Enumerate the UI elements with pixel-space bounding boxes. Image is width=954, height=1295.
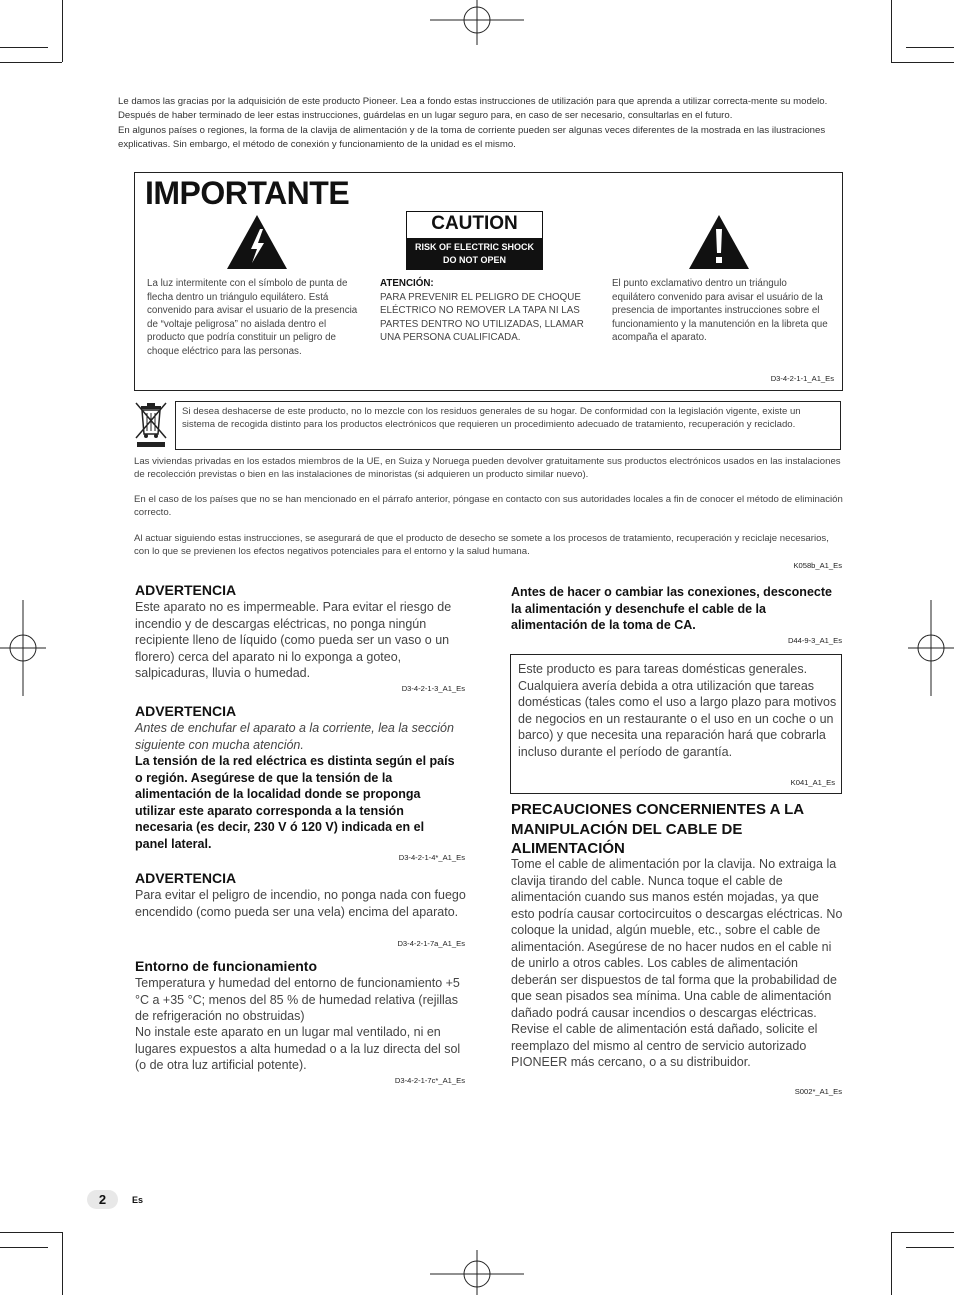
advertencia-2-title: ADVERTENCIA (135, 703, 237, 719)
exclamation-description: El punto exclamativo dentro un triángulo equilátero convenido para avisar el usuário de la presencia de importantes instrucciones sobre el funcionamiento y la manutención en la libreta que acompaña el aparato. (612, 278, 828, 343)
intro-paragraph-2: En algunos países o regiones, la forma de la clavija de alimentación y de la toma de corriente pueden ser algunas veces diferentes de la mostrada en las ilustraciones explicativas. Sin embargo, el método de conexión y funcionamiento de la unidad es el mismo. (118, 124, 826, 151)
atencion-text: PARA PREVENIR EL PELIGRO DE CHOQUE ELÉCTRICO NO REMOVER LA TAPA NI LAS PARTES DENTRO NO UTILIZADAS, LLAMAR UNA PERSONA CUALIFICADA. (380, 291, 584, 343)
crossed-bin-icon (134, 400, 168, 450)
intro-text (118, 95, 858, 153)
advertencia-2-bold: La tensión de la red eléctrica es distinta según el país o región. Asegúrese de que la tensión de la alimentación de la localidad donde se proponga utilizar este aparato corresponda a la tensión necesaria (es decir, 230 V ó 120 V) indicada en el panel lateral. (135, 754, 455, 851)
weee-paragraph-1: Las viviendas privadas en los estados miembros de la UE, en Suiza y Noruega pueden devolver gratuitamente sus productos electrónicos usados en las instalaciones de recolección previstas o bien en las instalaciones de minoristas (si adquieren un producto similar nuevo). (134, 456, 841, 480)
caution-label (406, 211, 543, 270)
advertencia-3-title: ADVERTENCIA (135, 870, 237, 886)
entorno-text-1: Temperatura y humedad del entorno de funcionamiento +5 °C a +35 °C; menos del 85 % de humedad relativa (rejillas de refrigeración no obstruidas) (135, 976, 460, 1023)
entorno-code: D3-4-2-1-7c*_A1_Es (394, 1076, 465, 1085)
entorno-text-2: No instale este aparato en un lugar mal ventilado, ni en lugares expuestos a alta humedad o a la luz directa del sol (o de otra luz artificial potente). (135, 1025, 461, 1072)
advertencia-2-italic: Antes de enchufar el aparato a la corriente, lea la sección siguiente con mucha atención. (135, 721, 454, 752)
domestic-use-code: K041_A1_Es (790, 778, 835, 787)
lightning-description: La luz intermitente con el símbolo de punta de flecha dentro un triángulo equilátero. Está convenido para avisar el usuario de la presencia de “voltaje peligrosa” no aislada dentro el producto que podría constituir un peligro de choque eléctrico para las personas. (147, 278, 358, 357)
registration-mark-top (430, 0, 524, 45)
precauciones-code: S002*_A1_Es (794, 1087, 842, 1096)
advertencia-2-code: D3-4-2-1-4*_A1_Es (398, 853, 465, 862)
caution-subtext: RISK OF ELECTRIC SHOCK DO NOT OPEN (407, 238, 542, 269)
advertencia-3-code: D3-4-2-1-7a_A1_Es (397, 939, 465, 948)
weee-code: K058b_A1_Es (793, 561, 842, 570)
importante-box (134, 172, 843, 391)
domestic-use-text: Este producto es para tareas domésticas generales. Cualquiera avería debida a otra utilización que tareas domésticas (tales como el uso a largo plazo para motivos de negocios en un restaurante o el uso en un coche o un barco) y que necesita una reparación hará que cobrarla incluso durante el período de garantía. (518, 662, 837, 759)
advertencia-3-text: Para evitar el peligro de incendio, no ponga nada con fuego encendido (como pueda ser una vela) encima del aparato. (135, 888, 466, 919)
lightning-warning-icon (225, 213, 289, 271)
page-language: Es (132, 1195, 144, 1205)
weee-paragraph-3: Al actuar siguiendo estas instrucciones, se asegurará de que el producto de desecho se somete a los procesos de tratamiento, recuperación y reciclaje necesarios, con lo que se previenen los efectos negativos potenciales para el entorno y la salud humana. (134, 533, 829, 557)
precauciones-text: Tome el cable de alimentación por la clavija. No extraiga la clavija tirando del cable. Nunca toque el cable de alimentación cuando sus manos estén mojadas, ya que esto podría causar cortocircuitos o descargas eléctricas. No coloque la unidad, algún mueble, etc., sobre el cable de alimentación. Asegúrese de no hacer nudos en el cable ni de unirlo a otros cables. Los cables de alimentación deberán ser dispuestos de tal forma que la probabilidad de que sean pisados sea mínima. Una cable de alimentación dañado podrá causar incendios o descargas eléctricas. Revise el cable de alimentación está dañado, solicite el reemplazo del mismo al centro de servicio autorizado PIONEER más cercano, o a su distribuidor. (511, 857, 843, 1069)
weee-notice-box: Si desea deshacerse de este producto, no lo mezcle con los residuos generales de su hogar. De conformidad con la legislación vigente, existe un sistema de recogida distinto para los productos electrónicos que requieren un procedimiento adecuado de tratamiento, recuperación y reciclado. (175, 401, 841, 450)
atencion-block (380, 277, 600, 345)
precauciones-title: PRECAUCIONES CONCERNIENTES A LA MANIPULACIÓN DEL CABLE DE ALIMENTACIÓN (511, 801, 804, 857)
atencion-heading: ATENCIÓN: (380, 278, 434, 289)
intro-paragraph-1: Le damos las gracias por la adquisición de este producto Pioneer. Lea a fondo estas instrucciones de utilización para que aprenda a utilizar correcta-mente su modelo. Después de haber terminado de leer estas instrucciones, guárdelas en un lugar seguro para, en caso de ser necesario, consultarlas en el futuro. (118, 96, 828, 122)
advertencia-1-text: Este aparato no es impermeable. Para evitar el riesgo de incendio y de descargas eléctricas, no ponga ningún recipiente lleno de líquido (como pueda ser un vaso o un florero) cerca del aparato ni lo exponga a goteo, salpicaduras, lluvia o humedad. (135, 600, 452, 680)
advertencia-1-code: D3-4-2-1-3_A1_Es (401, 684, 465, 693)
registration-mark-bottom (430, 1250, 524, 1295)
conexiones-warning: Antes de hacer o cambiar las conexiones, desconecte la alimentación y desenchufe el cable de la alimentación de la toma de CA. (511, 585, 832, 632)
entorno-title: Entorno de funcionamiento (135, 958, 317, 974)
domestic-use-box (510, 654, 842, 794)
importante-title: IMPORTANTE (145, 175, 350, 211)
exclamation-warning-icon (687, 213, 751, 271)
registration-mark-right (908, 600, 954, 696)
advertencia-1-title: ADVERTENCIA (135, 582, 237, 598)
caution-heading: CAUTION (407, 212, 542, 235)
registration-mark-left (0, 600, 46, 696)
importante-code: D3-4-2-1-1_A1_Es (770, 374, 834, 383)
weee-paragraph-2: En el caso de los países que no se han mencionado en el párrafo anterior, póngase en contacto con sus autoridades locales a fin de conocer el método de eliminación correcto. (134, 494, 843, 518)
page-number: 2 (87, 1190, 118, 1209)
conexiones-code: D44-9-3_A1_Es (787, 636, 842, 645)
